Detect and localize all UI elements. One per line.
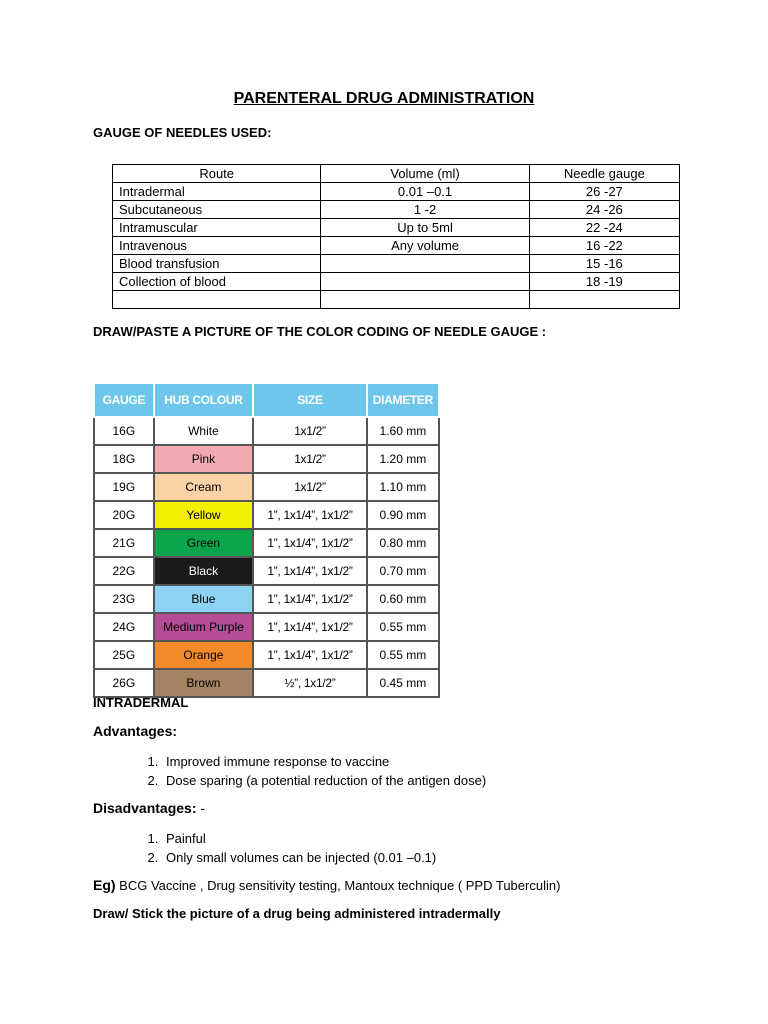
table-row: [94, 613, 439, 641]
table-cell: [321, 255, 529, 273]
table-row: [113, 291, 680, 309]
column-header: Volume (ml): [321, 165, 529, 183]
page-title: PARENTERAL DRUG ADMINISTRATION: [233, 90, 535, 107]
gauge-column-header: SIZE: [253, 383, 367, 417]
table-cell: 26 -27: [529, 183, 679, 201]
gauge-cell: 24G: [94, 613, 154, 641]
table-row: [113, 237, 680, 255]
column-header: Needle gauge: [529, 165, 679, 183]
table-cell: 1 -2: [321, 201, 529, 219]
table-row: [94, 641, 439, 669]
gauge-cell: 16G: [94, 417, 154, 445]
advantages-list: [140, 752, 486, 790]
table-row: [94, 669, 439, 697]
table-cell: [321, 273, 529, 291]
table-row: [94, 529, 439, 557]
disadvantages-suffix: -: [196, 800, 206, 816]
route-table: [112, 164, 680, 309]
table-row: [113, 255, 680, 273]
diameter-cell: 0.80 mm: [367, 529, 439, 557]
table-row: [94, 585, 439, 613]
diameter-cell: 1.10 mm: [367, 473, 439, 501]
route-table-header: [113, 165, 680, 183]
gauge-color-chart: [93, 382, 440, 690]
gauge-cell: 20G: [94, 501, 154, 529]
intradermal-heading: INTRADERMAL: [93, 695, 189, 710]
disadvantages-label: Disadvantages:: [93, 800, 197, 816]
size-cell: ½”, 1x1/2”: [253, 669, 367, 697]
column-header: Route: [113, 165, 321, 183]
gauge-column-header: DIAMETER: [367, 383, 439, 417]
example-label: Eg): [93, 877, 116, 893]
size-cell: 1”, 1x1/4”, 1x1/2”: [253, 529, 367, 557]
advantages-heading: Advantages:: [93, 723, 178, 739]
diameter-cell: 0.55 mm: [367, 641, 439, 669]
hub-colour-cell: White: [154, 417, 254, 445]
table-row: [94, 501, 439, 529]
table-cell: 22 -24: [529, 219, 679, 237]
gauge-cell: 19G: [94, 473, 154, 501]
size-cell: 1”, 1x1/4”, 1x1/2”: [253, 557, 367, 585]
table-cell: Intramuscular: [113, 219, 321, 237]
list-item: 1. Improved immune response to vaccine: [162, 752, 486, 771]
size-cell: 1x1/2”: [253, 445, 367, 473]
diameter-cell: 0.45 mm: [367, 669, 439, 697]
table-cell: Intravenous: [113, 237, 321, 255]
table-cell: [529, 291, 679, 309]
gauge-column-header: GAUGE: [94, 383, 154, 417]
draw-stick-heading: Draw/ Stick the picture of a drug being administered intradermally: [93, 906, 501, 921]
size-cell: 1”, 1x1/4”, 1x1/2”: [253, 585, 367, 613]
table-cell: [321, 291, 529, 309]
diameter-cell: 1.20 mm: [367, 445, 439, 473]
diameter-cell: 0.70 mm: [367, 557, 439, 585]
table-cell: 18 -19: [529, 273, 679, 291]
list-item: 2. Dose sparing (a potential reduction of the antigen dose): [162, 771, 486, 790]
table-cell: 0.01 –0.1: [321, 183, 529, 201]
table-cell: Intradermal: [113, 183, 321, 201]
disadvantages-list: [140, 829, 436, 867]
hub-colour-cell: Medium Purple: [154, 613, 254, 641]
table-cell: 15 -16: [529, 255, 679, 273]
table-row: [94, 473, 439, 501]
diameter-cell: 0.90 mm: [367, 501, 439, 529]
gauge-column-header: HUB COLOUR: [154, 383, 254, 417]
disadvantages-heading: [93, 800, 205, 816]
table-cell: Blood transfusion: [113, 255, 321, 273]
table-row: [94, 417, 439, 445]
table-cell: Any volume: [321, 237, 529, 255]
size-cell: 1”, 1x1/4”, 1x1/2”: [253, 641, 367, 669]
diameter-cell: 0.55 mm: [367, 613, 439, 641]
size-cell: 1x1/2”: [253, 417, 367, 445]
example-line: [93, 877, 560, 893]
list-item: 2. Only small volumes can be injected (0.01 –0.1): [162, 848, 436, 867]
table-row: [113, 219, 680, 237]
gauge-heading: GAUGE OF NEEDLES USED:: [93, 125, 272, 140]
size-cell: 1”, 1x1/4”, 1x1/2”: [253, 613, 367, 641]
list-item: 1. Painful: [162, 829, 436, 848]
diameter-cell: 0.60 mm: [367, 585, 439, 613]
table-row: [94, 445, 439, 473]
size-cell: 1”, 1x1/4”, 1x1/2”: [253, 501, 367, 529]
hub-colour-cell: Orange: [154, 641, 254, 669]
table-cell: Subcutaneous: [113, 201, 321, 219]
hub-colour-cell: Pink: [154, 445, 254, 473]
hub-colour-cell: Brown: [154, 669, 254, 697]
table-cell: Up to 5ml: [321, 219, 529, 237]
gauge-cell: 21G: [94, 529, 154, 557]
gauge-cell: 26G: [94, 669, 154, 697]
table-cell: [113, 291, 321, 309]
gauge-cell: 22G: [94, 557, 154, 585]
hub-colour-cell: Blue: [154, 585, 254, 613]
table-row: [113, 273, 680, 291]
gauge-cell: 23G: [94, 585, 154, 613]
table-row: [113, 183, 680, 201]
example-text: BCG Vaccine , Drug sensitivity testing, Mantoux technique ( PPD Tuberculin): [115, 878, 561, 893]
gauge-color-table: [93, 382, 440, 698]
hub-colour-cell: Black: [154, 557, 254, 585]
gauge-cell: 18G: [94, 445, 154, 473]
hub-colour-cell: Cream: [154, 473, 254, 501]
table-row: [94, 557, 439, 585]
table-cell: 16 -22: [529, 237, 679, 255]
gauge-cell: 25G: [94, 641, 154, 669]
size-cell: 1x1/2”: [253, 473, 367, 501]
table-cell: 24 -26: [529, 201, 679, 219]
hub-colour-cell: Green: [154, 529, 254, 557]
diameter-cell: 1.60 mm: [367, 417, 439, 445]
table-cell: Collection of blood: [113, 273, 321, 291]
hub-colour-cell: Yellow: [154, 501, 254, 529]
draw-heading: DRAW/PASTE A PICTURE OF THE COLOR CODING OF NEEDLE GAUGE :: [93, 324, 547, 339]
table-row: [113, 201, 680, 219]
